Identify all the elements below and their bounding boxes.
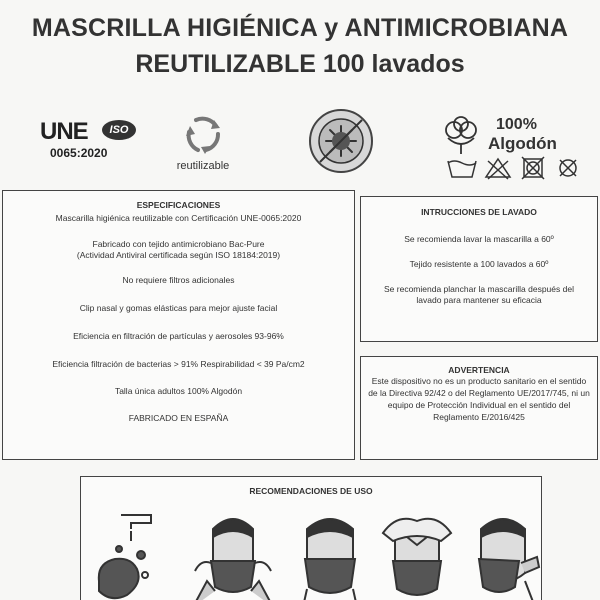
cotton-label: Algodón [488, 134, 557, 153]
spec-line: FABRICADO EN ESPAÑA [128, 413, 229, 423]
recycle-icon [184, 112, 224, 156]
no-bleach-icon [486, 159, 510, 179]
putting-on-mask-illustration [191, 511, 275, 600]
wearing-mask-illustration [295, 511, 365, 600]
spec-line: Mascarilla higiénica reutilizable con Certificación UNE-0065:2020 [55, 213, 302, 223]
washing-heading: INTRUCCIONES DE LAVADO [421, 207, 537, 217]
spec-line: Eficiencia en filtración de partículas y aerosoles 93-96% [73, 331, 284, 341]
hand-washing-illustration [91, 511, 171, 600]
care-symbols [446, 155, 586, 181]
warning-heading: ADVERTENCIA [448, 365, 510, 375]
une-iso-certification-logo [40, 118, 140, 168]
cotton-percent: 100% [496, 116, 537, 133]
spec-line: No requiere filtros adicionales [122, 275, 235, 285]
warning-box [360, 356, 598, 460]
washing-line: Se recomienda planchar la mascarilla después del lavado para mantener su eficacia [384, 284, 574, 305]
no-dry-clean-icon [560, 160, 576, 176]
wash-60-icon [448, 161, 476, 177]
une-label: UNE [40, 118, 88, 145]
une-code: 0065:2020 [50, 146, 108, 160]
spec-line: Talla única adultos 100% Algodón [114, 386, 243, 396]
reusable-logo [168, 112, 238, 178]
cotton-flower-icon [438, 116, 484, 156]
adjusting-mask-illustration [377, 511, 457, 600]
usage-recommendations-box [80, 476, 542, 600]
spec-line: (Actividad Antiviral certificada según ISO 18184:2019) [76, 250, 281, 260]
spec-line: Clip nasal y gomas elásticas para mejor ajuste facial [79, 303, 278, 313]
iso-badge: ISO [102, 120, 136, 140]
washing-instructions-box [360, 196, 598, 342]
title-line-2: REUTILIZABLE 100 lavados [135, 50, 465, 78]
antimicrobial-seal-icon [308, 108, 374, 174]
washing-line: Tejido resistente a 100 lavados a 60º [409, 259, 549, 269]
recommendations-heading: RECOMENDACIONES DE USO [249, 486, 373, 496]
no-tumble-dry-icon [522, 157, 544, 179]
specifications-heading: ESPECIFICACIONES [136, 200, 221, 210]
specifications-box [2, 190, 355, 460]
spec-line: Fabricado con tejido antimicrobiano Bac-Pure [92, 239, 265, 249]
reusable-label: reutilizable [176, 160, 230, 172]
title-line-1: MASCRILLA HIGIÉNICA y ANTIMICROBIANA [31, 14, 569, 42]
spec-line: Eficiencia filtración de bacterias > 91% Respirabilidad < 39 Pa/cm2 [52, 359, 305, 369]
removing-mask-illustration [465, 511, 541, 600]
washing-line: Se recomienda lavar la mascarilla a 60º [404, 234, 554, 244]
warning-text: Este dispositivo no es un producto sanitario en el sentido de la Directiva 92/42 o del Reglamento UE/2017/745, ni un equipo de Protección Individual en el sentido del Reglamento E/2016/425 [368, 376, 590, 422]
